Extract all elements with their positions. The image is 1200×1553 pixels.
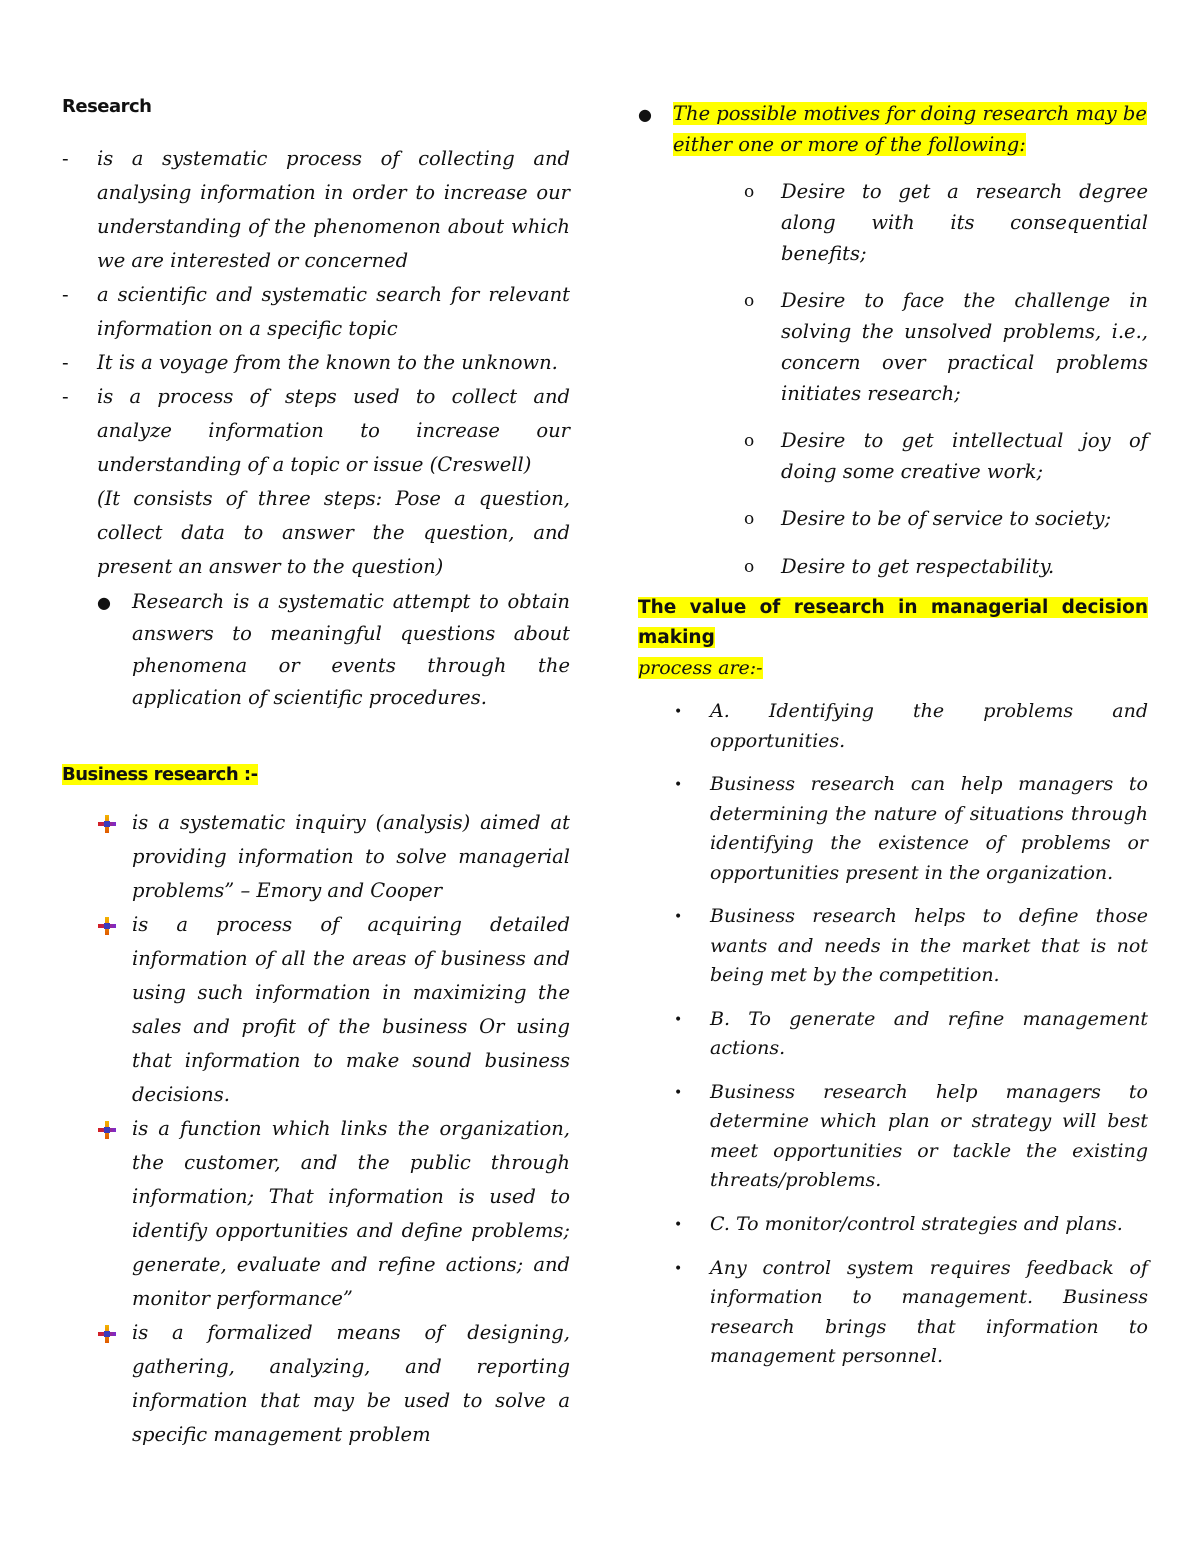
list-item: - is a process of steps used to collect and analyze information to increase our understanding of a topic or issue (Creswell) <box>62 385 570 476</box>
list-item: is a formalized means of designing, gathering, analyzing, and reporting information that may be used to solve a specific management problem <box>97 1316 570 1452</box>
left-column <box>62 92 570 1452</box>
list-item: • C. To monitor/control strategies and plans. <box>674 1212 1123 1235</box>
list-item: o Desire to get intellectual joy of doing some creative work; <box>744 429 1148 483</box>
motives-intro: ● The possible motives for doing research may be either one or more of the following: <box>638 102 1147 156</box>
business-list <box>62 806 570 1452</box>
plus-arrow-icon <box>98 815 116 833</box>
list-item: - is a systematic process of collecting and analysing information in order to increase our understanding of the phenomenon about which we are interested or concerned <box>62 147 570 272</box>
list-item: o Desire to face the challenge in solving the unsolved problems, i.e., concern over practical problems initiates research; <box>744 289 1148 405</box>
right-column <box>638 98 1148 1386</box>
motives-list <box>638 176 1148 583</box>
value-heading-cont: process are:- <box>638 657 763 679</box>
value-heading: The value of research in managerial decision making <box>638 597 1148 648</box>
list-item: • A. Identifying the problems and opportunities. <box>674 700 1148 752</box>
list-item: • Business research can help managers to determining the nature of situations through identifying the existence of problems or opportunities present in the organization. <box>674 773 1148 884</box>
list-item: - It is a voyage from the known to the unknown. <box>62 351 558 374</box>
list-item: ● Research is a systematic attempt to obtain answers to meaningful questions about phenomena or events through the application of scientific procedures. <box>97 590 570 709</box>
list-item: o Desire to be of service to society; <box>744 507 1112 530</box>
list-item: o Desire to get respectability. <box>744 555 1055 578</box>
value-list <box>638 697 1148 1372</box>
list-item: • Business research help managers to determine which plan or strategy will best meet opportunities or tackle the existing threats/problems. <box>674 1080 1148 1191</box>
list-item: - a scientific and systematic search for relevant information on a specific topic <box>62 283 570 340</box>
creswell-note: (It consists of three steps: Pose a question, collect data to answer the question, and present an answer to the question) <box>97 487 570 578</box>
list-item: is a process of acquiring detailed information of all the areas of business and using such information in maximizing the sales and profit of the business Or using that information to make sound business decisions. <box>97 908 570 1112</box>
list-item: is a function which links the organization, the customer, and the public through information; That information is used to identify opportunities and define problems; generate, evaluate and refine actions; and monitor performance” <box>97 1112 570 1316</box>
list-item: • B. To generate and refine management actions. <box>674 1007 1148 1059</box>
list-item: • Any control system requires feedback of information to management. Business research brings that information to management personnel. <box>674 1256 1148 1367</box>
list-item: o Desire to get a research degree along with its consequential benefits; <box>744 180 1148 265</box>
list-item: is a systematic inquiry (analysis) aimed at providing information to solve managerial problems” – Emory and Cooper <box>97 806 570 908</box>
plus-arrow-icon <box>98 1325 116 1343</box>
business-heading: Business research :- <box>62 764 258 785</box>
plus-arrow-icon <box>98 1121 116 1139</box>
definitions-list <box>62 142 570 584</box>
list-item: • Business research helps to define those wants and needs in the market that is not being met by the competition. <box>674 905 1148 986</box>
research-heading: Research <box>62 96 152 117</box>
plus-arrow-icon <box>98 917 116 935</box>
